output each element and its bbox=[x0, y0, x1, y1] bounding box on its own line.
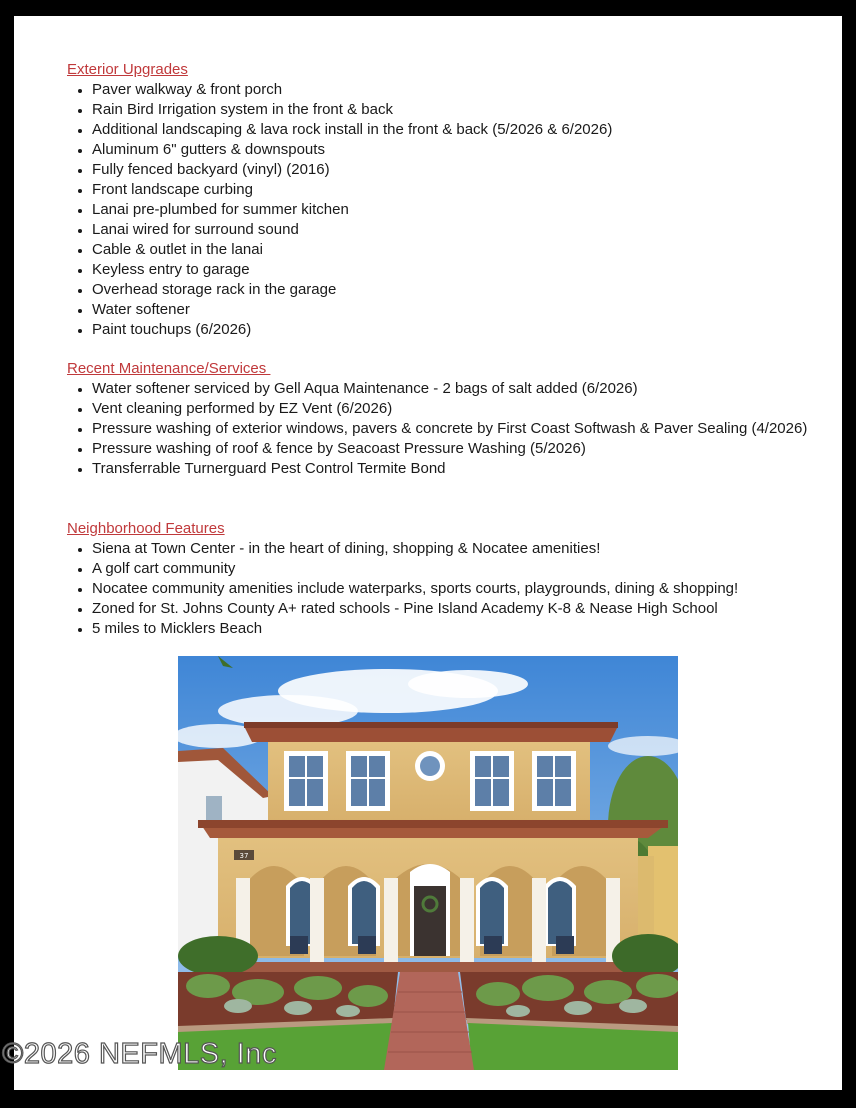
house-photo bbox=[178, 656, 678, 1070]
neighborhood-heading: Neighborhood Features bbox=[67, 520, 225, 537]
list-item: • Pressure washing of roof & fence by Seacoast Pressure Washing (5/2026) bbox=[92, 439, 837, 459]
list-item: • Siena at Town Center - in the heart of dining, shopping & Nocatee amenities! bbox=[92, 539, 837, 559]
exterior-upgrades-heading: Exterior Upgrades bbox=[67, 61, 188, 78]
list-item: • Lanai pre-plumbed for summer kitchen bbox=[92, 200, 837, 220]
maintenance-section bbox=[67, 359, 837, 479]
list-item: • Vent cleaning performed by EZ Vent (6/2026) bbox=[92, 399, 837, 419]
list-item: • Paver walkway & front porch bbox=[92, 80, 837, 100]
list-item: • A golf cart community bbox=[92, 559, 837, 579]
maintenance-heading: Recent Maintenance/Services bbox=[67, 360, 271, 377]
list-item: • Fully fenced backyard (vinyl) (2016) bbox=[92, 160, 837, 180]
list-item: • Water softener serviced by Gell Aqua Maintenance - 2 bags of salt added (6/2026) bbox=[92, 379, 837, 399]
list-item: • Aluminum 6" gutters & downspouts bbox=[92, 140, 837, 160]
list-item: • Overhead storage rack in the garage bbox=[92, 280, 837, 300]
list-item: • Zoned for St. Johns County A+ rated schools - Pine Island Academy K-8 & Nease High School bbox=[92, 599, 837, 619]
neighborhood-section bbox=[67, 519, 837, 639]
list-item: • Transferrable Turnerguard Pest Control Termite Bond bbox=[92, 459, 837, 479]
exterior-upgrades-section bbox=[67, 60, 837, 340]
list-item: • 5 miles to Micklers Beach bbox=[92, 619, 837, 639]
document-page bbox=[14, 16, 842, 1090]
list-item: • Rain Bird Irrigation system in the front & back bbox=[92, 100, 837, 120]
list-item: • Nocatee community amenities include waterparks, sports courts, playgrounds, dining & shopping! bbox=[92, 579, 837, 599]
copyright-watermark: ©2026 NEFMLS, Inc bbox=[2, 1038, 277, 1070]
house-number: 37 bbox=[239, 852, 249, 860]
list-item: • Lanai wired for surround sound bbox=[92, 220, 837, 240]
maintenance-list bbox=[67, 379, 837, 479]
exterior-upgrades-list bbox=[67, 80, 837, 340]
list-item: • Cable & outlet in the lanai bbox=[92, 240, 837, 260]
neighborhood-list bbox=[67, 539, 837, 639]
list-item: • Paint touchups (6/2026) bbox=[92, 320, 837, 340]
list-item: • Keyless entry to garage bbox=[92, 260, 837, 280]
list-item: • Water softener bbox=[92, 300, 837, 320]
list-item: • Pressure washing of exterior windows, pavers & concrete by First Coast Softwash & Paver Sealing (4/2026) bbox=[92, 419, 837, 439]
list-item: • Additional landscaping & lava rock install in the front & back (5/2026 & 6/2026) bbox=[92, 120, 837, 140]
list-item: • Front landscape curbing bbox=[92, 180, 837, 200]
